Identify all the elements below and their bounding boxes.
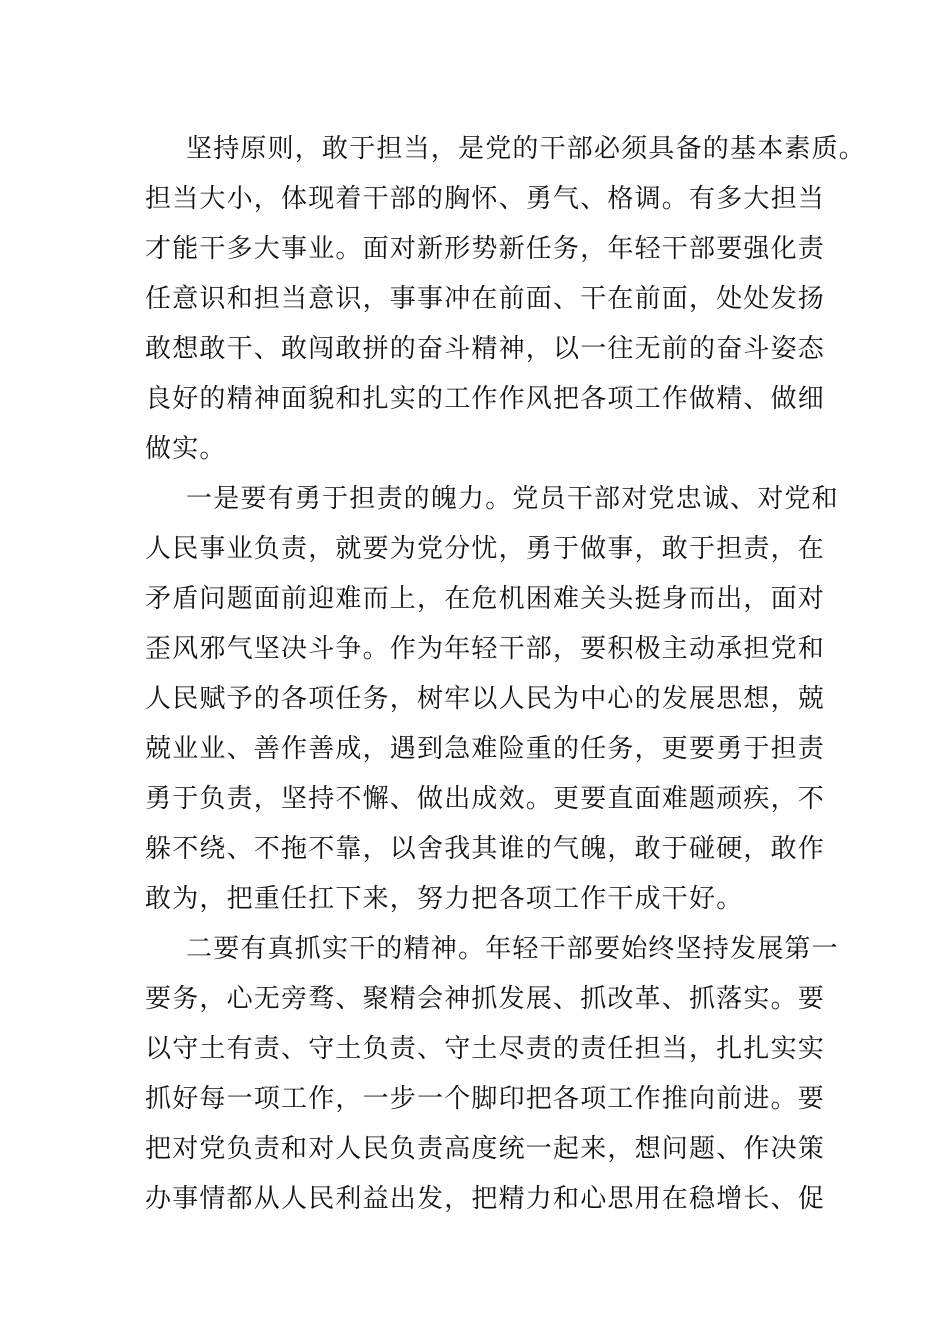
text-line: 人民事业负责，就要为党分忧，勇于做事，敢于担责，在 [145,534,826,564]
text-line: 敢想敢干、敢闯敢拼的奋斗精神，以一往无前的奋斗姿态 [145,334,826,364]
text-line: 办事情都从人民利益出发，把精力和心思用在稳增长、促 [145,1184,826,1214]
text-line: 二要有真抓实干的精神。年轻干部要始终坚持发展第一 [186,934,839,964]
text-line: 一是要有勇于担责的魄力。党员干部对党忠诚、对党和 [186,484,839,514]
text-line: 躲不绕、不拖不靠，以舍我其谁的气魄，敢于碰硬，敢作 [145,834,826,864]
text-line: 要务，心无旁骛、聚精会神抓发展、抓改革、抓落实。要 [145,984,826,1014]
text-line: 敢为，把重任扛下来，努力把各项工作干成干好。 [145,884,744,914]
paragraph-2 [145,474,839,924]
text-line: 才能干多大事业。面对新形势新任务，年轻干部要强化责 [145,234,826,264]
text-line: 把对党负责和对人民负责高度统一起来，想问题、作决策 [145,1134,826,1164]
text-line: 人民赋予的各项任务，树牢以人民为中心的发展思想，兢 [145,684,826,714]
text-line: 兢业业、善作善成，遇到急难险重的任务，更要勇于担责 [145,734,826,764]
text-line: 矛盾问题面前迎难而上，在危机困难关头挺身而出，面对 [145,584,826,614]
text-line: 坚持原则，敢于担当，是党的干部必须具备的基本素质。 [186,134,867,164]
text-line: 勇于负责，坚持不懈、做出成效。更要直面难题顽疾，不 [145,784,826,814]
paragraph-1 [145,124,867,474]
text-line: 以守土有责、守土负责、守土尽责的责任担当，扎扎实实 [145,1034,826,1064]
text-line: 担当大小，体现着干部的胸怀、勇气、格调。有多大担当 [145,184,826,214]
document-body [145,124,867,1224]
text-line: 做实。 [145,434,227,464]
text-line: 抓好每一项工作，一步一个脚印把各项工作推向前进。要 [145,1084,826,1114]
paragraph-3 [145,924,839,1224]
text-line: 良好的精神面貌和扎实的工作作风把各项工作做精、做细 [145,384,826,414]
text-line: 任意识和担当意识，事事冲在前面、干在前面，处处发扬 [145,284,826,314]
text-line: 歪风邪气坚决斗争。作为年轻干部，要积极主动承担党和 [145,634,826,664]
